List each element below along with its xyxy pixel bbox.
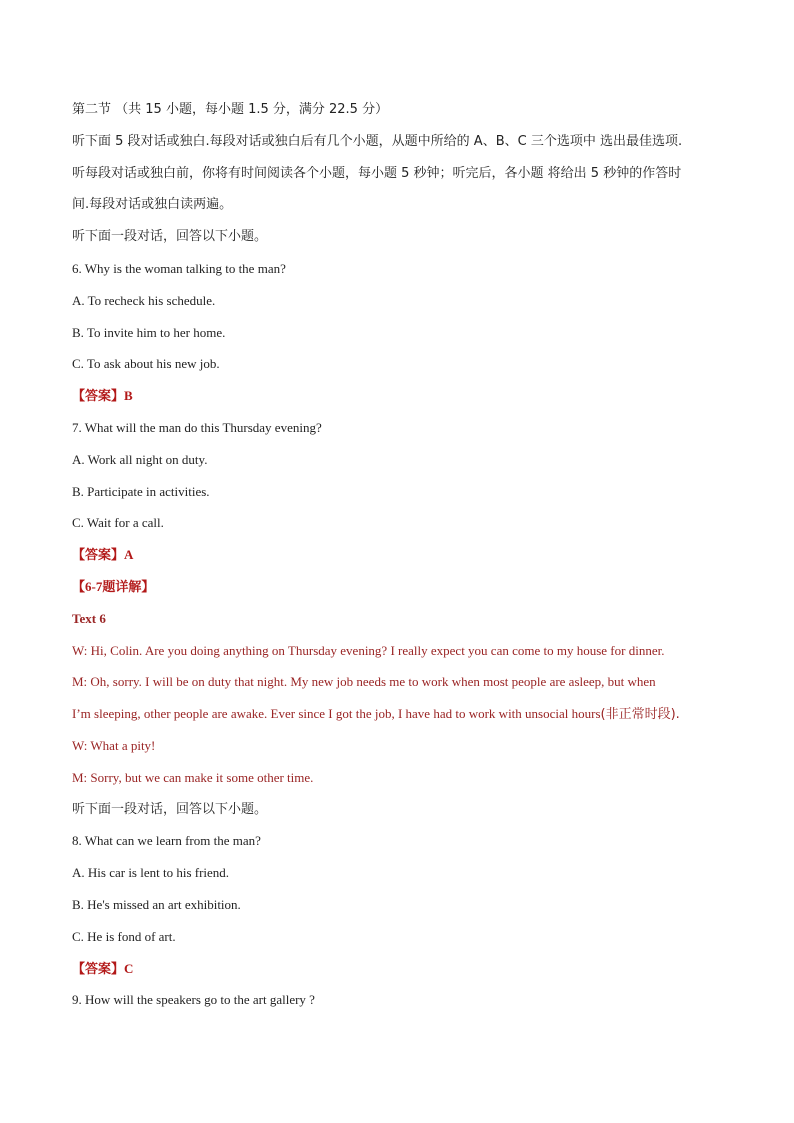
- question-6-answer: [72, 384, 732, 416]
- dialogue1-instruction: 听下面一段对话，回答以下小题。: [72, 229, 268, 245]
- explanation-title-open: 【: [72, 579, 86, 595]
- document-content: [72, 98, 732, 1020]
- answer-label: 【答案】: [72, 389, 125, 405]
- question-8-answer: [72, 957, 732, 989]
- question-6-option-c: C. To ask about his new job.: [72, 356, 220, 372]
- section-intro-line-2: 听每段对话或独白前，你将有时间阅读各个小题，每小题 5 秒钟；听完后，各小题 将给出 5 秒钟的作答时: [72, 165, 682, 181]
- question-8-stem: 8. What can we learn from the man?: [72, 833, 261, 849]
- question-6-option-b: B. To invite him to her home.: [72, 324, 226, 340]
- question-7-answer: [72, 543, 732, 575]
- section-intro-line-3: 间.每段对话或独白读两遍。: [72, 197, 233, 213]
- question-8-option-c: C. He is fond of art.: [72, 928, 176, 944]
- transcript-line-4: W: What a pity!: [72, 737, 156, 753]
- answer-label: 【答案】: [72, 961, 125, 977]
- transcript-label: Text 6: [72, 610, 106, 626]
- answer-letter: C: [124, 960, 134, 976]
- transcript-line-3: [72, 702, 732, 734]
- transcript-line-3-text: I’m sleeping, other people are awake. Ever since I got the job, I have had to work with unsocial hours: [72, 706, 601, 722]
- explanation-title-range: 6-7: [85, 578, 103, 594]
- section-intro-line-1: 听下面 5 段对话或独白.每段对话或独白后有几个小题，从题中所给的 A、B、C 三个选项中 选出最佳选项.: [72, 133, 683, 149]
- question-6-option-a: A. To recheck his schedule.: [72, 292, 216, 308]
- answer-letter: A: [124, 547, 134, 563]
- transcript-line-5: M: Sorry, but we can make it some other time.: [72, 769, 314, 785]
- dialogue2-instruction: 听下面一段对话，回答以下小题。: [72, 801, 268, 817]
- question-7-option-b: B. Participate in activities.: [72, 483, 210, 499]
- answer-letter: B: [124, 388, 133, 404]
- explanation-title: [72, 575, 732, 607]
- transcript-line-2: M: Oh, sorry. I will be on duty that night. My new job needs me to work when most people are asleep, but when: [72, 674, 656, 690]
- transcript-line-1: W: Hi, Colin. Are you doing anything on Thursday evening? I really expect you can come to my house for dinner.: [72, 642, 665, 658]
- answer-label: 【答案】: [72, 548, 125, 564]
- transcript-gloss: (非正常时段).: [600, 707, 680, 723]
- question-7-option-c: C. Wait for a call.: [72, 515, 164, 531]
- section-heading: 第二节 （共 15 小题，每小题 1.5 分，满分 22.5 分）: [72, 102, 389, 117]
- explanation-title-suffix: 题详解】: [102, 579, 155, 595]
- question-7-option-a: A. Work all night on duty.: [72, 451, 208, 467]
- question-8-option-b: B. He's missed an art exhibition.: [72, 896, 241, 912]
- question-8-option-a: A. His car is lent to his friend.: [72, 865, 230, 881]
- question-9-stem: 9. How will the speakers go to the art gallery ?: [72, 992, 315, 1008]
- question-7-stem: 7. What will the man do this Thursday evening?: [72, 419, 322, 435]
- question-6-stem: 6. Why is the woman talking to the man?: [72, 260, 286, 276]
